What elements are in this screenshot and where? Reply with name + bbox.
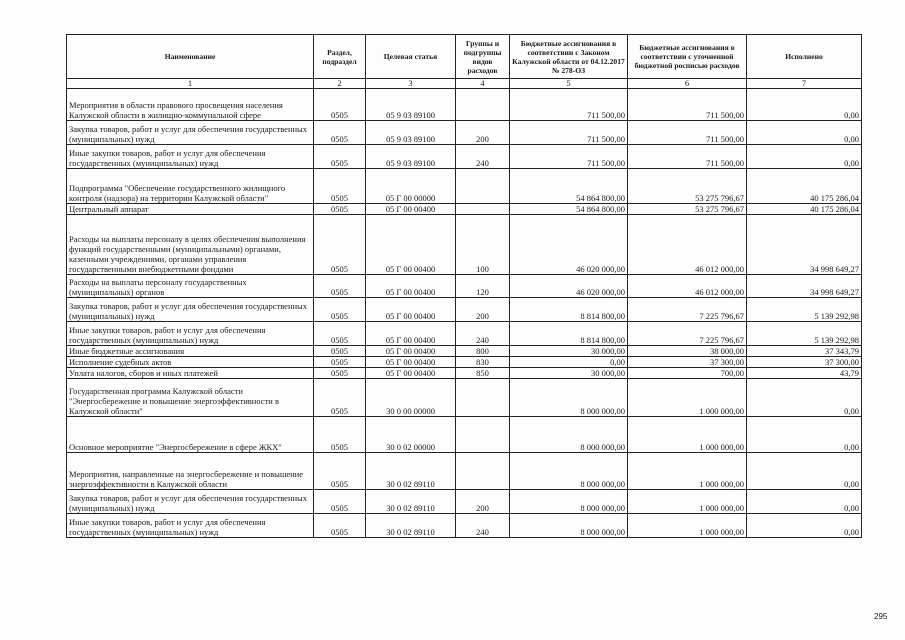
row-law-allocation: 711 500,00 [510, 121, 628, 145]
row-expense-group: 120 [456, 275, 510, 298]
row-law-allocation: 8 000 000,00 [510, 453, 628, 490]
row-expense-group: 240 [456, 514, 510, 538]
row-executed: 37 300,00 [747, 357, 862, 368]
row-target-article: 05 Г 00 00400 [366, 346, 456, 357]
row-law-allocation: 8 814 800,00 [510, 322, 628, 346]
row-section: 0505 [314, 379, 366, 417]
row-name: Закупка товаров, работ и услуг для обеспечения государственных (муниципальных) нужд [67, 121, 314, 145]
row-law-allocation: 8 000 000,00 [510, 514, 628, 538]
header-expense-group: Группы и подгруппы видов расходов [456, 35, 510, 79]
row-name: Закупка товаров, работ и услуг для обеспечения государственных (муниципальных) нужд [67, 490, 314, 514]
row-refined-allocation: 1 000 000,00 [628, 490, 747, 514]
row-target-article: 05 Г 00 00400 [366, 357, 456, 368]
header-law-allocation: Бюджетные ассигнования в соответствии с Законом Калужской области от 04.12.2017 № 278-ОЗ [510, 35, 628, 79]
row-section: 0505 [314, 417, 366, 453]
row-section: 0505 [314, 453, 366, 490]
header-row [67, 35, 862, 79]
table-row [67, 357, 862, 368]
row-executed: 5 139 292,98 [747, 322, 862, 346]
row-executed: 43,79 [747, 368, 862, 379]
row-refined-allocation: 7 225 796,67 [628, 322, 747, 346]
row-section: 0505 [314, 368, 366, 379]
row-name: Мероприятия, направленные на энергосбережение и повышение энергоэффективности в Калужской области [67, 453, 314, 490]
row-refined-allocation: 1 000 000,00 [628, 514, 747, 538]
table-row [67, 169, 862, 204]
row-target-article: 05 Г 00 00400 [366, 298, 456, 322]
row-name: Иные бюджетные ассигнования [67, 346, 314, 357]
row-refined-allocation: 53 275 796,67 [628, 204, 747, 215]
budget-table [66, 34, 862, 538]
row-refined-allocation: 37 300,00 [628, 357, 747, 368]
row-refined-allocation: 711 500,00 [628, 121, 747, 145]
row-law-allocation: 711 500,00 [510, 89, 628, 121]
row-section: 0505 [314, 89, 366, 121]
row-target-article: 30 0 02 00000 [366, 417, 456, 453]
row-section: 0505 [314, 346, 366, 357]
row-name: Мероприятия в области правового просвещения населения Калужской области в жилищно-коммунальной сфере [67, 89, 314, 121]
row-target-article: 30 0 02 89110 [366, 453, 456, 490]
header-target-article: Целевая статья [366, 35, 456, 79]
row-law-allocation: 8 000 000,00 [510, 379, 628, 417]
row-expense-group [456, 89, 510, 121]
row-refined-allocation: 38 000,00 [628, 346, 747, 357]
row-expense-group [456, 453, 510, 490]
row-section: 0505 [314, 514, 366, 538]
column-number: 4 [456, 79, 510, 89]
row-target-article: 05 9 03 89100 [366, 89, 456, 121]
row-section: 0505 [314, 298, 366, 322]
table-row [67, 453, 862, 490]
row-target-article: 05 9 03 89100 [366, 121, 456, 145]
row-law-allocation: 46 020 000,00 [510, 215, 628, 275]
row-section: 0505 [314, 490, 366, 514]
column-number-row [67, 79, 862, 89]
row-refined-allocation: 1 000 000,00 [628, 379, 747, 417]
row-name: Уплата налогов, сборов и иных платежей [67, 368, 314, 379]
row-executed: 0,00 [747, 453, 862, 490]
table-row [67, 121, 862, 145]
row-name: Центральный аппарат [67, 204, 314, 215]
table-row [67, 215, 862, 275]
row-section: 0505 [314, 145, 366, 169]
table-body [67, 89, 862, 538]
row-expense-group: 240 [456, 145, 510, 169]
row-law-allocation: 0,00 [510, 357, 628, 368]
row-name: Подпрограмма "Обеспечение государственного жилищного контроля (надзора) на территории Калужской области" [67, 169, 314, 204]
row-name: Иные закупки товаров, работ и услуг для обеспечения государственных (муниципальных) нужд [67, 322, 314, 346]
row-section: 0505 [314, 169, 366, 204]
table-row [67, 346, 862, 357]
table-row [67, 145, 862, 169]
row-refined-allocation: 53 275 796,67 [628, 169, 747, 204]
table-row [67, 89, 862, 121]
row-refined-allocation: 711 500,00 [628, 89, 747, 121]
header-executed: Исполнено [747, 35, 862, 79]
row-section: 0505 [314, 322, 366, 346]
row-expense-group: 850 [456, 368, 510, 379]
row-executed: 0,00 [747, 89, 862, 121]
row-executed: 37 343,79 [747, 346, 862, 357]
row-target-article: 05 9 03 89100 [366, 145, 456, 169]
row-expense-group [456, 204, 510, 215]
row-name: Закупка товаров, работ и услуг для обеспечения государственных (муниципальных) нужд [67, 298, 314, 322]
row-refined-allocation: 711 500,00 [628, 145, 747, 169]
row-law-allocation: 8 000 000,00 [510, 490, 628, 514]
row-target-article: 30 0 02 89110 [366, 514, 456, 538]
row-executed: 34 998 649,27 [747, 215, 862, 275]
column-number: 5 [510, 79, 628, 89]
row-refined-allocation: 1 000 000,00 [628, 417, 747, 453]
header-name: Наименование [67, 35, 314, 79]
column-number: 3 [366, 79, 456, 89]
row-law-allocation: 30 000,00 [510, 368, 628, 379]
row-section: 0505 [314, 215, 366, 275]
row-executed: 0,00 [747, 145, 862, 169]
table-row [67, 514, 862, 538]
table-row [67, 379, 862, 417]
row-executed: 0,00 [747, 379, 862, 417]
row-expense-group: 200 [456, 298, 510, 322]
row-law-allocation: 46 020 000,00 [510, 275, 628, 298]
row-refined-allocation: 46 012 000,00 [628, 215, 747, 275]
row-name: Государственная программа Калужской области "Энергосбережение и повышение энергоэффективности в Калужской области" [67, 379, 314, 417]
column-number: 2 [314, 79, 366, 89]
row-refined-allocation: 7 225 796,67 [628, 298, 747, 322]
row-name: Иные закупки товаров, работ и услуг для обеспечения государственных (муниципальных) нужд [67, 514, 314, 538]
row-target-article: 30 0 00 00000 [366, 379, 456, 417]
row-law-allocation: 30 000,00 [510, 346, 628, 357]
table-row [67, 322, 862, 346]
table-row [67, 275, 862, 298]
row-law-allocation: 54 864 800,00 [510, 169, 628, 204]
row-executed: 40 175 286,04 [747, 169, 862, 204]
row-name: Основное мероприятие "Энергосбережение в сфере ЖКХ" [67, 417, 314, 453]
row-expense-group: 800 [456, 346, 510, 357]
row-target-article: 05 Г 00 00400 [366, 204, 456, 215]
page-number: 295 [874, 612, 888, 621]
row-expense-group: 100 [456, 215, 510, 275]
row-target-article: 30 0 02 89110 [366, 490, 456, 514]
row-name: Иные закупки товаров, работ и услуг для обеспечения государственных (муниципальных) нужд [67, 145, 314, 169]
row-name: Исполнение судебных актов [67, 357, 314, 368]
row-name: Расходы на выплаты персоналу государственных (муниципальных) органов [67, 275, 314, 298]
row-law-allocation: 54 864 800,00 [510, 204, 628, 215]
row-target-article: 05 Г 00 00400 [366, 275, 456, 298]
row-executed: 5 139 292,98 [747, 298, 862, 322]
row-refined-allocation: 46 012 000,00 [628, 275, 747, 298]
row-expense-group [456, 417, 510, 453]
table-row [67, 298, 862, 322]
row-law-allocation: 8 814 800,00 [510, 298, 628, 322]
row-refined-allocation: 700,00 [628, 368, 747, 379]
header-refined-allocation: Бюджетные ассигнования в соответствии с уточненной бюджетной росписью расходов [628, 35, 747, 79]
row-executed: 0,00 [747, 514, 862, 538]
row-law-allocation: 8 000 000,00 [510, 417, 628, 453]
row-law-allocation: 711 500,00 [510, 145, 628, 169]
column-number: 7 [747, 79, 862, 89]
row-expense-group: 240 [456, 322, 510, 346]
row-executed: 0,00 [747, 417, 862, 453]
row-expense-group [456, 379, 510, 417]
row-expense-group: 200 [456, 490, 510, 514]
column-number: 6 [628, 79, 747, 89]
row-expense-group: 830 [456, 357, 510, 368]
row-section: 0505 [314, 121, 366, 145]
row-target-article: 05 Г 00 00400 [366, 368, 456, 379]
row-executed: 40 175 286,04 [747, 204, 862, 215]
row-section: 0505 [314, 275, 366, 298]
row-expense-group: 200 [456, 121, 510, 145]
column-number: 1 [67, 79, 314, 89]
header-section: Раздел, подраздел [314, 35, 366, 79]
row-target-article: 05 Г 00 00000 [366, 169, 456, 204]
row-expense-group [456, 169, 510, 204]
row-executed: 0,00 [747, 121, 862, 145]
row-section: 0505 [314, 204, 366, 215]
table-row [67, 417, 862, 453]
row-target-article: 05 Г 00 00400 [366, 322, 456, 346]
row-name: Расходы на выплаты персоналу в целях обеспечения выполнения функций государственными (муниципальными) органами, казенными учреждениями, органами управления государственными внебюджетными фондами [67, 215, 314, 275]
table-row [67, 204, 862, 215]
row-refined-allocation: 1 000 000,00 [628, 453, 747, 490]
row-target-article: 05 Г 00 00400 [366, 215, 456, 275]
table-row [67, 368, 862, 379]
row-executed: 0,00 [747, 490, 862, 514]
row-section: 0505 [314, 357, 366, 368]
row-executed: 34 998 649,27 [747, 275, 862, 298]
table-row [67, 490, 862, 514]
